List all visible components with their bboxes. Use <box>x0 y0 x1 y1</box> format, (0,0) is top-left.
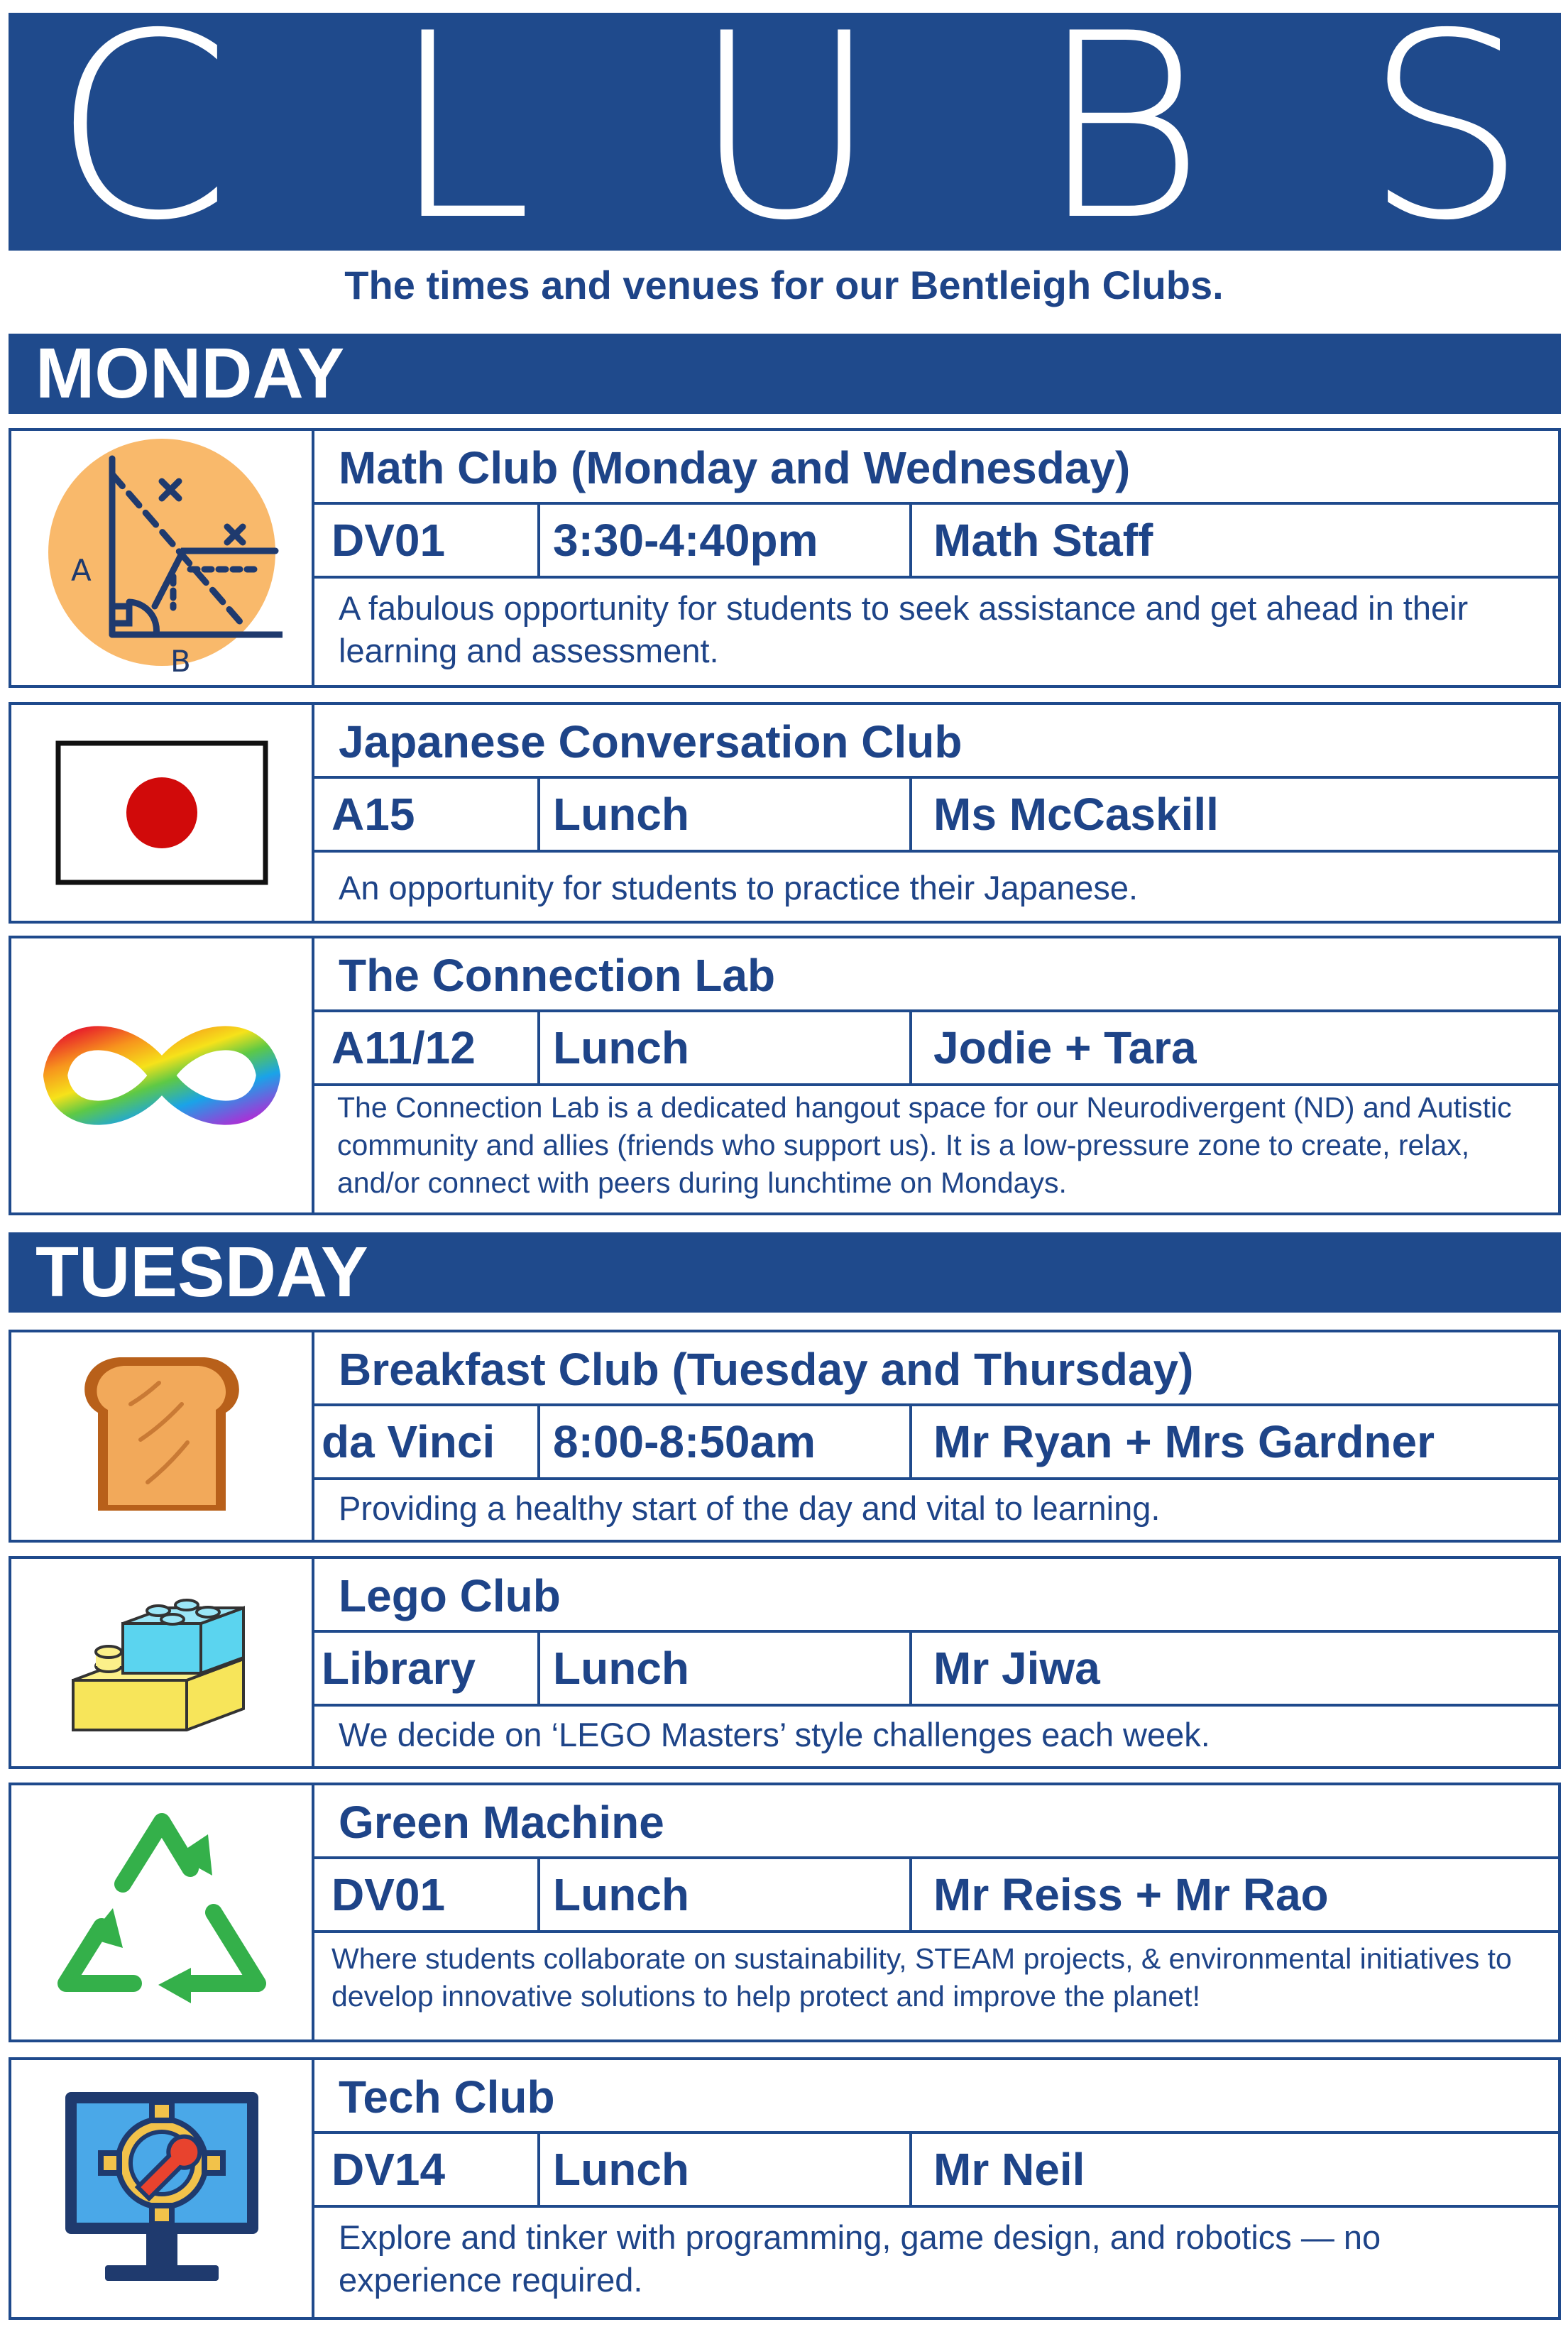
club-description: An opportunity for students to practice their Japanese. <box>339 869 1139 907</box>
club-card-connection-lab <box>9 936 1561 1215</box>
club-description: Where students collaborate on sustainability, STEAM projects, & environmental initiatives to develop innovative solutions to help protect and improve the planet! <box>331 1942 1512 2013</box>
club-card-japanese <box>9 702 1561 924</box>
club-staff: Jodie + Tara <box>933 1022 1197 1073</box>
tech-monitor-gear-icon <box>11 2060 314 2317</box>
club-staff: Mr Neil <box>933 2144 1085 2195</box>
page-subtitle: The times and venues for our Bentleigh Clubs. <box>344 263 1224 307</box>
club-staff: Ms McCaskill <box>933 789 1219 840</box>
club-description: Explore and tinker with programming, game design, and robotics — no experience required. <box>339 2218 1381 2299</box>
club-card-breakfast <box>9 1330 1561 1543</box>
club-info-row <box>312 1406 1558 1480</box>
club-info-row <box>312 2134 1558 2208</box>
banner-letter: B <box>1038 0 1206 276</box>
club-staff: Math Staff <box>933 515 1153 566</box>
banner-letter: C <box>53 0 231 276</box>
club-room: DV01 <box>312 505 540 576</box>
club-description: We decide on ‘LEGO Masters’ style challenges each week. <box>339 1716 1210 1753</box>
club-name: The Connection Lab <box>312 938 1558 1012</box>
club-staff: Mr Reiss + Mr Rao <box>933 1869 1329 1920</box>
day-heading-tuesday: TUESDAY <box>9 1232 1561 1313</box>
clubs-banner <box>9 0 1561 276</box>
club-time: Lunch <box>540 1633 912 1704</box>
japan-flag-icon <box>11 705 314 921</box>
club-name: Breakfast Club (Tuesday and Thursday) <box>312 1332 1558 1406</box>
club-room: A11/12 <box>312 1012 540 1083</box>
club-name: Japanese Conversation Club <box>312 705 1558 779</box>
club-room: A15 <box>312 779 540 850</box>
club-room: DV01 <box>312 1859 540 1930</box>
club-room: da Vinci <box>312 1406 540 1477</box>
banner-letter: L <box>390 0 533 276</box>
svg-text:A: A <box>70 553 92 588</box>
svg-text:B: B <box>170 644 191 679</box>
lego-bricks-icon <box>11 1559 314 1766</box>
club-info-row <box>312 779 1558 853</box>
club-info-row <box>312 1633 1558 1707</box>
club-time: Lunch <box>540 1012 912 1083</box>
club-time: Lunch <box>540 779 912 850</box>
club-staff: Mr Ryan + Mrs Gardner <box>933 1416 1435 1467</box>
club-room: Library <box>312 1633 540 1704</box>
infinity-icon <box>11 938 314 1212</box>
club-name: Tech Club <box>312 2060 1558 2134</box>
toast-icon <box>11 1332 314 1540</box>
club-staff: Mr Jiwa <box>933 1643 1100 1694</box>
banner-letter: S <box>1364 0 1527 276</box>
club-name: Lego Club <box>312 1559 1558 1633</box>
club-name: Math Club (Monday and Wednesday) <box>312 431 1558 505</box>
club-card-tech <box>9 2057 1561 2320</box>
club-room: DV14 <box>312 2134 540 2205</box>
club-description: Providing a healthy start of the day and vital to learning. <box>339 1489 1161 1527</box>
club-time: 8:00-8:50am <box>540 1406 912 1477</box>
club-description: The Connection Lab is a dedicated hangout space for our Neurodivergent (ND) and Autistic community and allies (friends who support us). It is a low-pressure zone to create, relax, and/or connect with peers during lunchtime on Mondays. <box>337 1091 1512 1199</box>
club-time: Lunch <box>540 2134 912 2205</box>
banner-letter: U <box>691 0 879 276</box>
math-icon <box>11 431 314 685</box>
club-card-green-machine <box>9 1783 1561 2042</box>
club-time: 3:30-4:40pm <box>540 505 912 576</box>
club-time: Lunch <box>540 1859 912 1930</box>
club-info-row <box>312 1859 1558 1933</box>
day-heading-monday: MONDAY <box>9 334 1561 414</box>
club-info-row <box>312 1012 1558 1086</box>
club-name: Green Machine <box>312 1785 1558 1859</box>
club-card-lego <box>9 1556 1561 1769</box>
recycle-icon <box>11 1785 314 2039</box>
club-description: A fabulous opportunity for students to seek assistance and get ahead in their learning and assessment. <box>339 589 1469 669</box>
club-card-math <box>9 428 1561 688</box>
club-info-row <box>312 505 1558 579</box>
